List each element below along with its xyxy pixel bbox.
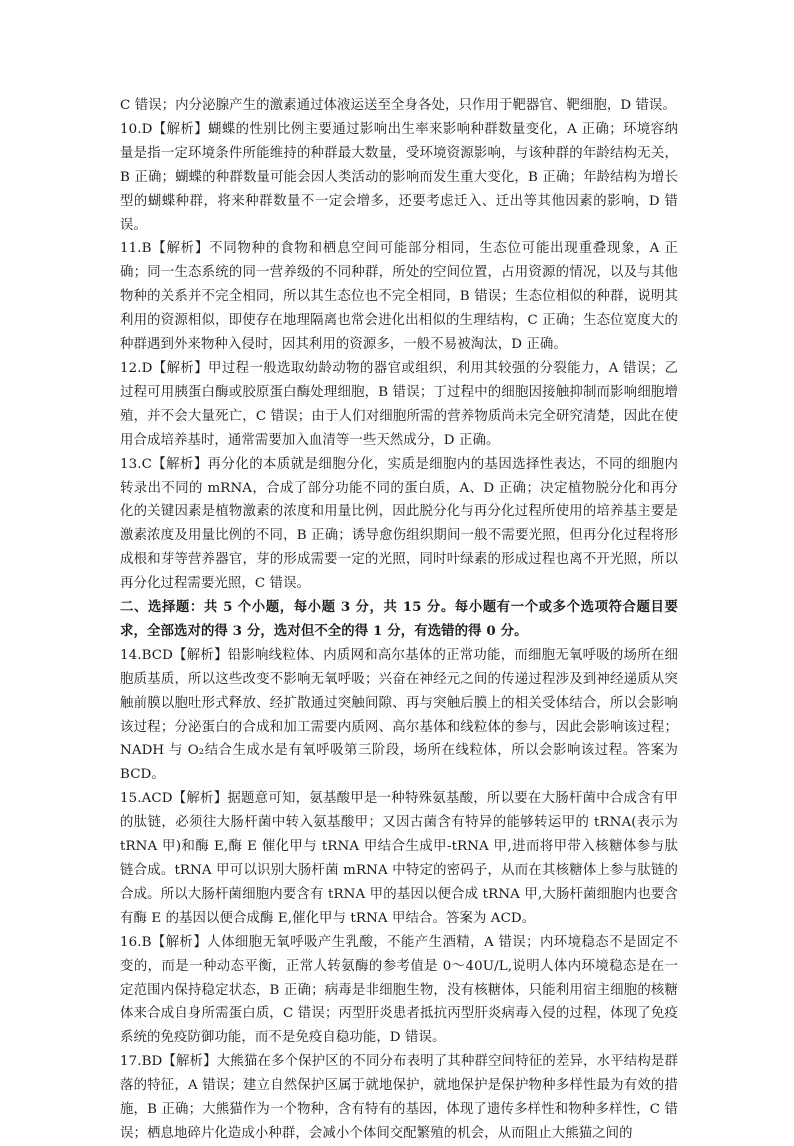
paragraph-answer-15: 15.ACD【解析】据题意可知，氨基酸甲是一种特殊氨基酸，所以要在大肠杆菌中合成含有甲的肽链，必须往大肠杆菌中转入氨基酸甲；又因古菌含有特异的能够转运甲的 tRNA(表示为 tRNA 甲)和酶 E,酶 E 催化甲与 tRNA 甲结合生成甲-tRNA 甲,进而将甲带入核糖体参与肽链合成。tRNA 甲可以识别大肠杆菌 mRNA 中特定的密码子，从而在其核糖体上参与肽链的合成。所以大肠杆菌细胞内要含有 tRNA 甲的基因以便合成 tRNA 甲,大肠杆菌细胞内也要含有酶 E 的基因以便合成酶 E,催化甲与 tRNA 甲结合。答案为 ACD。 [120,791,678,926]
paragraph-answer-9-end: C 错误；内分泌腺产生的激素通过体液运送至全身各处，只作用于靶器官、靶细胞，D 错误。 [120,98,677,113]
answer-explanation-page [120,94,678,1146]
paragraph-answer-16: 16.B【解析】人体细胞无氧呼吸产生乳酸，不能产生酒精，A 错误；内环境稳态不是固定不变的，而是一种动态平衡，正常人转氨酶的参考值是 0～40U/L,说明人体内环境稳态是在一定范围内保持稳定状态，B 正确；病毒是非细胞生物，没有核糖体，只能利用宿主细胞的核糖体来合成自身所需蛋白质，C 错误；丙型肝炎患者抵抗丙型肝炎病毒入侵的过程，体现了免疫系统的免疫防御功能，而不是免疫自稳功能，D 错误。 [120,934,678,1046]
paragraph-answer-10: 10.D【解析】蝴蝶的性别比例主要通过影响出生率来影响种群数量变化，A 正确；环境容纳量是指一定环境条件所能维持的种群最大数量，受环境资源影响，与该种群的年龄结构无关，B 正确；蝴蝶的种群数量可能会因人类活动的影响而发生重大变化，B 正确；年龄结构为增长型的蝴蝶种群，将来种群数量不一定会增多，还要考虑迁入、迁出等其他因素的影响，D 错误。 [120,121,678,233]
section-heading-multiple-choice: 二、选择题：共 5 个小题，每小题 3 分，共 15 分。每小题有一个或多个选项符合题目要求，全部选对的得 3 分，选对但不全的得 1 分，有选错的得 0 分。 [120,599,678,639]
paragraph-answer-14: 14.BCD【解析】铅影响线粒体、内质网和高尔基体的正常功能，而细胞无氧呼吸的场所在细胞质基质，所以这些改变不影响无氧呼吸；兴奋在神经元之间的传递过程涉及到神经递质从突触前膜以胞吐形式释放、经扩散通过突触间隙、再与突触后膜上的相关受体结合，所以会影响该过程；分泌蛋白的合成和加工需要内质网、高尔基体和线粒体的参与，因此会影响该过程；NADH 与 O₂结合生成水是有氧呼吸第三阶段，场所在线粒体，所以会影响该过程。答案为 BCD。 [120,647,678,783]
paragraph-answer-11: 11.B【解析】不同物种的食物和栖息空间可能部分相同，生态位可能出现重叠现象，A 正确；同一生态系统的同一营养级的不同种群，所处的空间位置，占用资源的情况，以及与其他物种的关系并不完全相同，所以其生态位也不完全相同，B 错误；生态位相似的种群，说明其利用的资源相似，即使存在地理隔离也常会进化出相似的生理结构，C 正确；生态位宽度大的种群遇到外来物种入侵时，因其利用的资源多，一般不易被淘汰，D 正确。 [120,241,678,353]
paragraph-answer-13: 13.C【解析】再分化的本质就是细胞分化，实质是细胞内的基因选择性表达，不同的细胞内转录出不同的 mRNA，合成了部分功能不同的蛋白质，A、D 正确；决定植物脱分化和再分化的关键因素是植物激素的浓度和用量比例，因此脱分化与再分化过程所使用的培养基主要是激素浓度及用量比例的不同，B 正确；诱导愈伤组织期间一般不需要光照，但再分化过程将形成根和芽等营养器官，芽的形成需要一定的光照，同时叶绿素的形成过程也离不开光照，所以再分化过程需要光照，C 错误。 [120,456,678,592]
paragraph-answer-12: 12.D【解析】甲过程一般选取幼龄动物的器官或组织，利用其较强的分裂能力，A 错误；乙过程可用胰蛋白酶或胶原蛋白酶处理细胞，B 错误；丁过程中的细胞因接触抑制而影响细胞增殖，并不会大量死亡，C 错误；由于人们对细胞所需的营养物质尚未完全研究清楚，因此在使用合成培养基时，通常需要加入血清等一些天然成分，D 正确。 [120,360,678,448]
paragraph-answer-17: 17.BD【解析】大熊猫在多个保护区的不同分布表明了其种群空间特征的差异，水平结构是群落的特征，A 错误；建立自然保护区属于就地保护，就地保护是保护物种多样性最为有效的措施，B 正确；大熊猫作为一个物种，含有特有的基因，体现了遗传多样性和物种多样性，C 错误；栖息地碎片化造成小种群，会减小个体间交配繁殖的机会，从而阻止大熊猫之间的 [120,1054,678,1141]
